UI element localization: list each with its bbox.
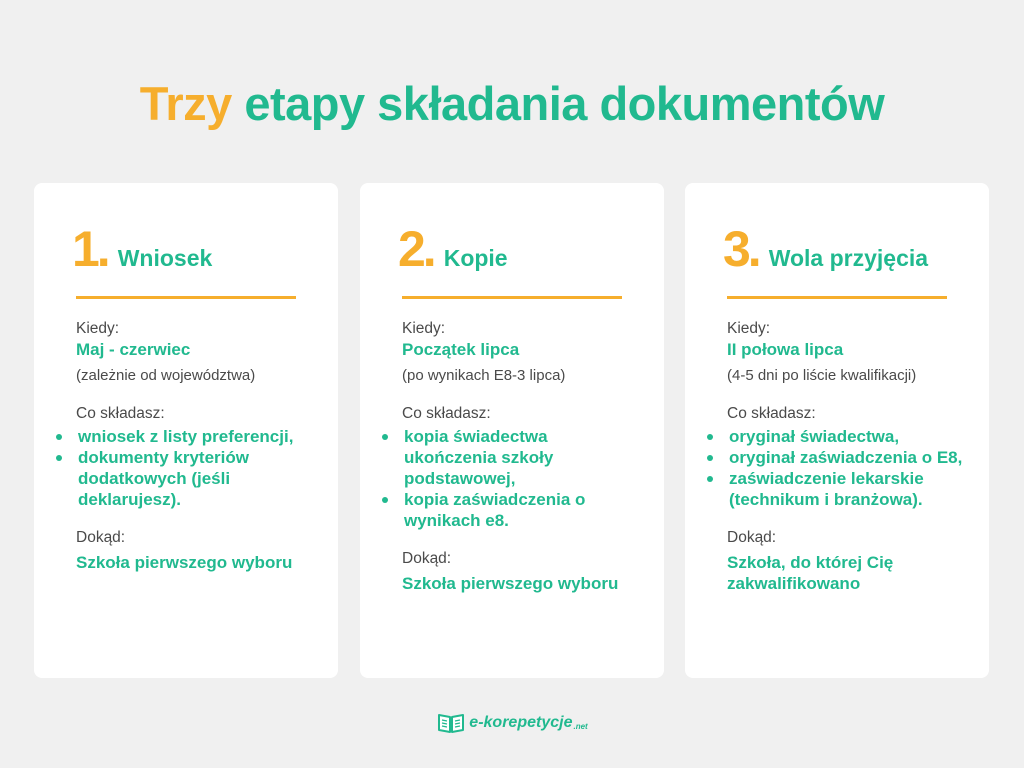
title-accent: Trzy <box>139 77 232 130</box>
when-note: (po wynikach E8-3 lipca) <box>402 367 566 384</box>
when-note: (zależnie od województwa) <box>76 367 256 384</box>
bullet-icon <box>382 434 388 440</box>
stage-number: 3. <box>723 221 759 277</box>
what-label: Co składasz: <box>76 405 165 422</box>
where-value: Szkoła, do której Cię zakwalifikowano <box>727 553 894 593</box>
stage-number: 2. <box>398 221 434 277</box>
where-label: Dokąd: <box>727 529 777 546</box>
when-label: Kiedy: <box>727 320 771 337</box>
list-item: oryginał świadectwa, <box>727 426 967 447</box>
list-item: oryginał zaświadczenia o E8, <box>727 447 967 468</box>
what-label: Co składasz: <box>727 405 816 422</box>
where-label: Dokąd: <box>76 529 126 546</box>
list-item: dokumenty kryteriów dodatkowych (jeśli deklarujesz). <box>76 447 316 510</box>
when-value: II połowa lipca <box>727 340 844 359</box>
bullet-icon <box>707 434 713 440</box>
bullet-icon <box>707 455 713 461</box>
bullet-icon <box>56 455 62 461</box>
stage-card-2 <box>360 183 664 678</box>
document-list <box>727 426 967 510</box>
where-label: Dokąd: <box>402 550 452 567</box>
bullet-icon <box>707 476 713 482</box>
document-list <box>76 426 316 510</box>
card-body <box>727 319 967 594</box>
title-rest: etapy składania dokumentów <box>244 77 885 130</box>
bullet-icon <box>382 497 388 503</box>
where-value: Szkoła pierwszego wyboru <box>76 553 293 572</box>
card-header <box>723 221 959 277</box>
list-item: kopia świadectwa ukończenia szkoły podstawowej, <box>402 426 642 489</box>
stage-card-3 <box>685 183 989 678</box>
card-body <box>76 319 316 573</box>
stage-number: 1. <box>72 221 108 277</box>
where-value: Szkoła pierwszego wyboru <box>402 574 619 593</box>
stage-title: Wniosek <box>117 245 213 271</box>
bullet-icon <box>56 434 62 440</box>
card-header <box>72 221 308 277</box>
divider <box>727 296 947 299</box>
brand-suffix: .net <box>573 721 588 731</box>
stage-title: Wola przyjęcia <box>768 245 929 271</box>
stage-card-1 <box>34 183 338 678</box>
card-header <box>398 221 634 277</box>
list-item: kopia zaświadczenia o wynikach e8. <box>402 489 642 531</box>
list-item: wniosek z listy preferencji, <box>76 426 316 447</box>
when-label: Kiedy: <box>402 320 446 337</box>
list-item: zaświadczenie lekarskie (technikum i branżowa). <box>727 468 967 510</box>
divider <box>402 296 622 299</box>
card-body <box>402 319 642 594</box>
page-title <box>0 76 1024 131</box>
when-label: Kiedy: <box>76 320 120 337</box>
divider <box>76 296 296 299</box>
footer-logo <box>0 711 1024 735</box>
brand-name: e-korepetycje <box>469 714 573 731</box>
stage-title: Kopie <box>443 245 508 271</box>
document-list <box>402 426 642 531</box>
when-value: Początek lipca <box>402 340 520 359</box>
what-label: Co składasz: <box>402 405 491 422</box>
when-note: (4-5 dni po liście kwalifikacji) <box>727 367 917 384</box>
book-icon <box>436 711 466 735</box>
when-value: Maj - czerwiec <box>76 340 191 359</box>
